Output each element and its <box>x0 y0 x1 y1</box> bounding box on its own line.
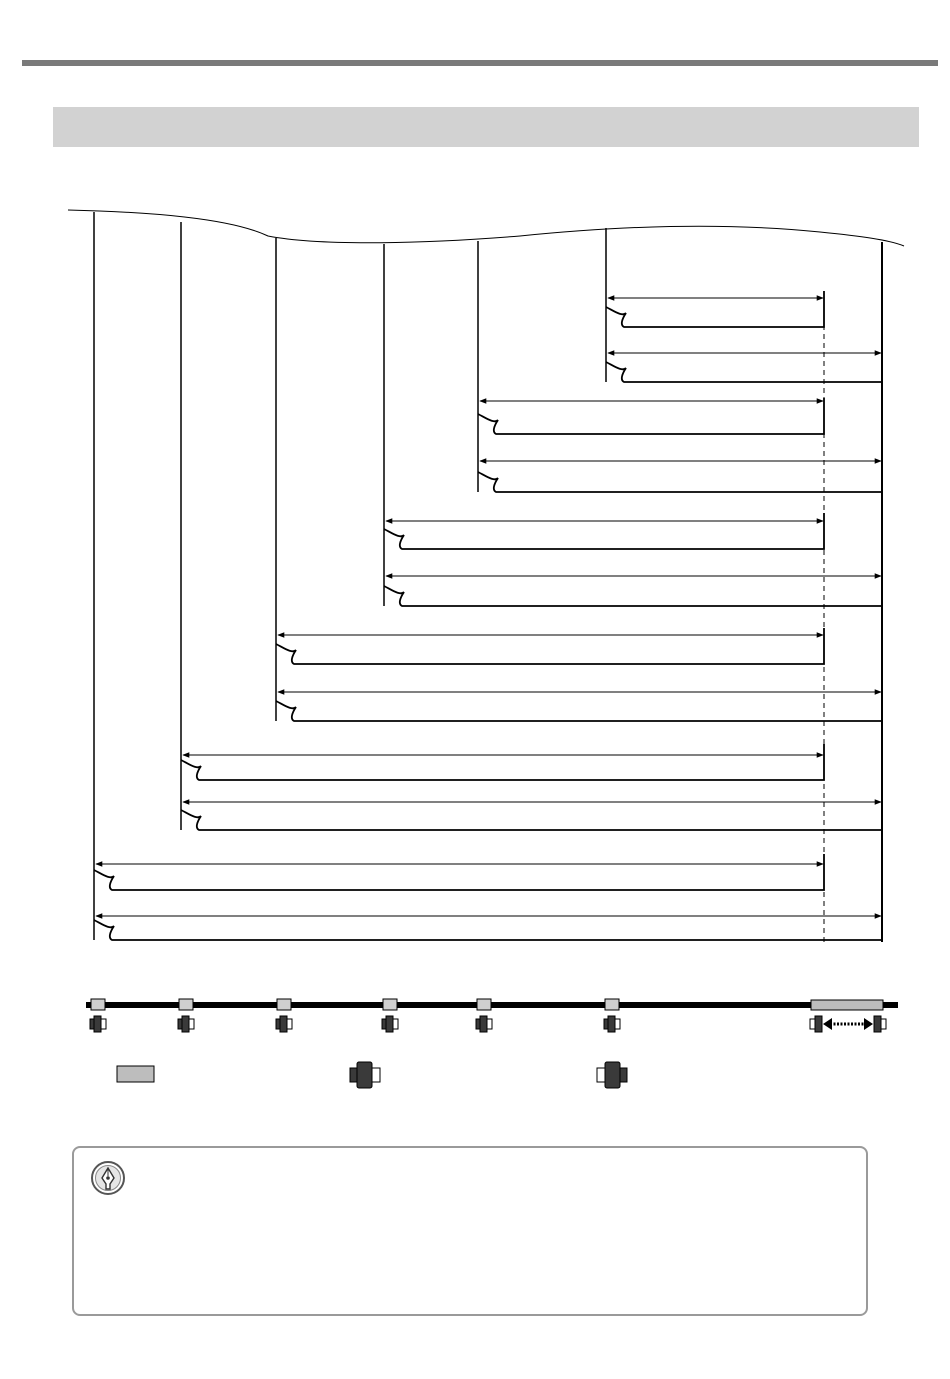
width-pair-1 <box>606 228 882 382</box>
media-bottom-long <box>181 810 882 830</box>
grey-marker-icon <box>383 999 397 1010</box>
media-bottom-short <box>181 744 824 780</box>
bar-marker-2 <box>178 999 194 1032</box>
roller-icon <box>604 1016 620 1032</box>
media-top-edge <box>68 210 904 246</box>
movable-roller-range <box>810 1016 886 1032</box>
bar-marker-4 <box>382 999 398 1032</box>
grey-marker-icon <box>179 999 193 1010</box>
bar-marker-1 <box>90 999 106 1032</box>
roller-icon <box>276 1016 292 1032</box>
legend-grey-marker-icon <box>117 1066 154 1082</box>
media-bottom-short <box>276 628 824 664</box>
bar-marker-6 <box>604 999 620 1032</box>
roller-icon <box>178 1016 194 1032</box>
media-bottom-long <box>606 362 882 382</box>
width-pair-5 <box>181 222 882 830</box>
media-bottom-long <box>276 701 882 721</box>
media-bottom-short <box>384 513 824 549</box>
grey-marker-icon <box>605 999 619 1010</box>
media-bottom-short <box>94 854 824 890</box>
grey-marker-icon <box>477 999 491 1010</box>
roller-icon <box>382 1016 398 1032</box>
long-grey-marker <box>811 1000 883 1010</box>
legend-roller-left-dark-icon <box>350 1062 380 1088</box>
width-pair-4 <box>276 238 882 721</box>
note-box <box>72 1146 868 1316</box>
bar-marker-5 <box>476 999 492 1032</box>
bar-marker-3 <box>276 999 292 1032</box>
grey-marker-icon <box>277 999 291 1010</box>
legend-roller-right-dark-icon <box>597 1062 627 1088</box>
media-bottom-short <box>606 291 824 327</box>
pen-nib-icon <box>90 1160 126 1196</box>
width-pair-2 <box>478 241 882 492</box>
grey-marker-icon <box>91 999 105 1010</box>
roller-icon <box>90 1016 106 1032</box>
media-bottom-long <box>94 920 882 940</box>
media-bottom-short <box>478 398 824 434</box>
roller-icon <box>476 1016 492 1032</box>
width-pairs <box>94 212 882 940</box>
media-bottom-long <box>384 586 882 606</box>
media-bottom-long <box>478 472 882 492</box>
